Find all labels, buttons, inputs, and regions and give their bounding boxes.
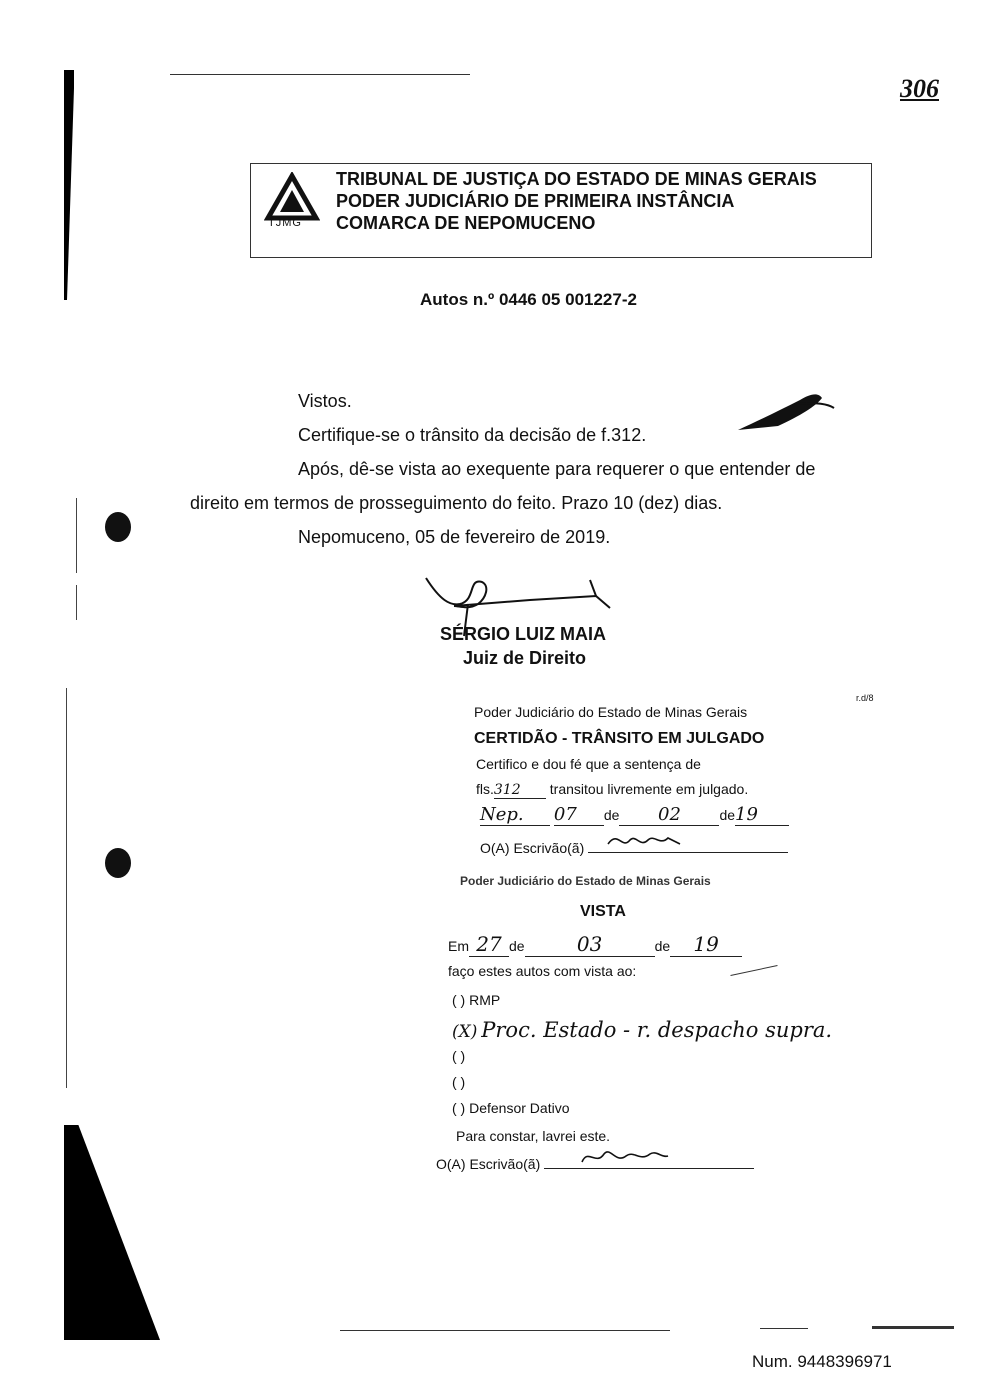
vista-option-proc (452, 1018, 832, 1042)
vista-date-line: Em 27 de 03 de 19 (448, 932, 742, 957)
certidao-fls-handwritten: 312 (494, 782, 546, 799)
certidao-year-handwritten: 19 (735, 804, 789, 826)
scan-artifact-vline (76, 498, 77, 573)
scan-artifact-bottom-line (340, 1330, 670, 1331)
header-line-poder: PODER JUDICIÁRIO DE PRIMEIRA INSTÂNCIA (336, 191, 735, 211)
scan-artifact-vline (66, 688, 67, 1088)
vista-org: Poder Judiciário do Estado de Minas Gerais (460, 874, 711, 888)
certidao-place-handwritten: Nep. (480, 804, 550, 826)
vista-option-rmp: ( ) RMP (452, 992, 501, 1008)
vista-faco: faço estes autos com vista ao: (448, 963, 637, 979)
scan-artifact-vline (76, 585, 77, 620)
certidao-date-line: Nep. 07 de 02 de19 (480, 804, 789, 826)
certidao-month-handwritten: 02 (619, 804, 719, 826)
certidao-day-handwritten: 07 (554, 804, 604, 826)
vista-option-defensor: ( ) Defensor Dativo (452, 1100, 570, 1116)
body-certifique: Certifique-se o trânsito da decisão de f.312. (298, 425, 647, 445)
certidao-title: CERTIDÃO - TRÂNSITO EM JULGADO (474, 730, 765, 747)
scan-artifact-dash (760, 1328, 808, 1329)
certidao-escrivao: O(A) Escrivão(ã) (480, 838, 788, 856)
scan-artifact-left-bar (64, 70, 74, 300)
vista-day-handwritten: 27 (469, 932, 509, 957)
scan-artifact-bottom-bar (64, 1125, 160, 1340)
body-vistos: Vistos. (298, 391, 352, 411)
judge-title: Juiz de Direito (463, 648, 587, 668)
scan-artifact-dash (730, 965, 777, 976)
case-number: Autos n.º 0446 05 001227-2 (420, 290, 637, 309)
body-apos-line2: direito em termos de prosseguimento do feito. Prazo 10 (dez) dias. (190, 493, 723, 513)
vista-option-proc-handwritten: Proc. Estado - r. despacho supra. (481, 1018, 833, 1042)
body-apos-line1: Após, dê-se vista ao exequente para requerer o que entender de (298, 459, 816, 479)
header-line-tribunal: TRIBUNAL DE JUSTIÇA DO ESTADO DE MINAS GERAIS (336, 169, 817, 189)
vista-option-blank-2: ( ) (452, 1074, 466, 1090)
scan-artifact-top-line (170, 74, 470, 75)
certidao-org: Poder Judiciário do Estado de Minas Gerais (474, 704, 748, 720)
header-line-comarca: COMARCA DE NEPOMUCENO (336, 213, 596, 233)
vista-escrivao: O(A) Escrivão(ã) (436, 1154, 754, 1172)
certidao-signature-icon (604, 826, 684, 856)
vista-signature-icon (576, 1142, 676, 1172)
vista-month-handwritten: 03 (525, 932, 655, 957)
judge-name: SÉRGIO LUIZ MAIA (440, 624, 606, 644)
vista-option-blank-1: ( ) (452, 1048, 466, 1064)
scan-artifact-dash (872, 1326, 954, 1329)
vista-year-handwritten: 19 (670, 932, 742, 957)
footer-document-number: Num. 9448396971 (752, 1352, 892, 1371)
handwritten-mark-icon (730, 386, 840, 438)
vista-title: VISTA (580, 903, 626, 920)
punch-hole-lower (105, 848, 131, 878)
stamp-corner-code: r.d/8 (856, 693, 874, 703)
logo-text: TJMG (268, 217, 302, 229)
certidao-line2: fls.312 transitou livremente em julgado. (476, 781, 749, 798)
page-number: 306 (900, 74, 939, 103)
vista-option-proc-mark: (X) (452, 1022, 478, 1042)
vista-para-constar: Para constar, lavrei este. (456, 1128, 611, 1144)
body-date: Nepomuceno, 05 de fevereiro de 2019. (298, 527, 611, 547)
certidao-line1: Certifico e dou fé que a sentença de (476, 756, 701, 772)
punch-hole-upper (105, 512, 131, 542)
header-text (336, 168, 817, 234)
